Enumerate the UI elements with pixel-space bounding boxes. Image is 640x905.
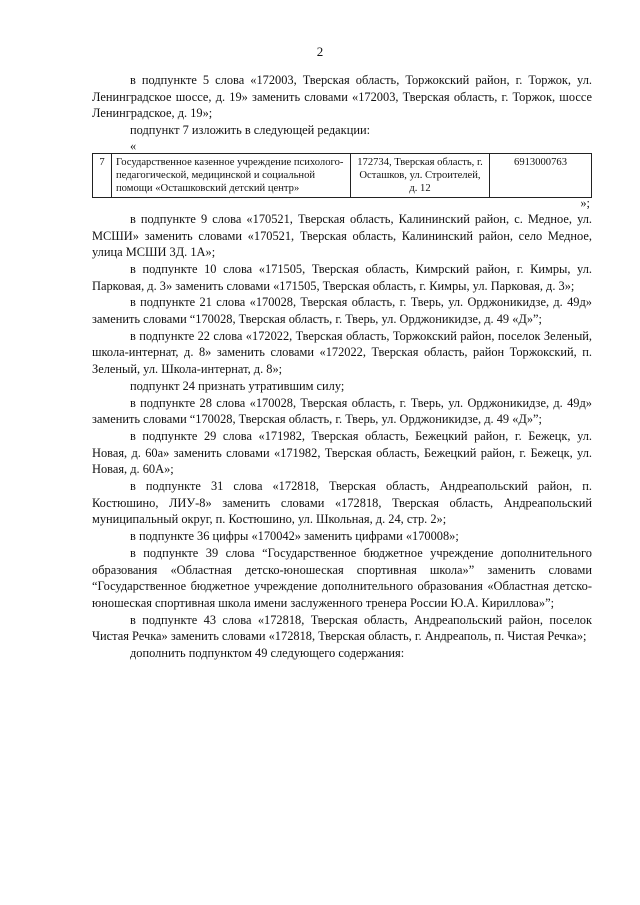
paragraph-subitem-10: в подпункте 10 слова «171505, Тверская область, Кимрский район, г. Кимры, ул. Парковая, д. 3» заменить словами «171505, Тверская область, г. Кимры, ул. Парковая, д. 3»; (92, 261, 592, 293)
paragraph-subitem-21: в подпункте 21 слова «170028, Тверская область, г. Тверь, ул. Орджоникидзе, д. 49д» заменить словами “170028, Тверская область, г. Тверь, ул. Орджоникидзе, д. 49 «Д»”; (92, 295, 592, 327)
paragraph-add-subitem-49: дополнить подпунктом 49 следующего содержания: (130, 646, 405, 661)
paragraph-subitem-39: в подпункте 39 слова “Государственное бюджетное учреждение дополнительного образования «Областная детско-юношеская спортивная школа»” заменить словами “Государственное бюджетное учреждение дополнительного образования «Областная детско-юношеская спортивная школа имени заслуженного тренера России Ю.А. Кириллова»”; (92, 545, 592, 610)
institution-address-cell: 172734, Тверская область, г. Осташков, ул. Строителей, д. 12 (351, 153, 490, 197)
table-row (93, 153, 592, 197)
paragraph-subitem-24: подпункт 24 признать утратившим силу; (130, 378, 345, 393)
paragraph-subitem-29: в подпункте 29 слова «171982, Тверская область, Бежецкий район, г. Бежецк, ул. Новая, д. 60а» заменить словами «171982, Тверская область, Бежецкий район, г. Бежецк, ул. Новая, д. 60А»; (92, 428, 592, 477)
institution-table (92, 153, 592, 198)
document-body (92, 72, 592, 662)
paragraph-subitem-43: в подпункте 43 слова «172818, Тверская область, Андреапольский район, поселок Чистая Речка» заменить словами «172818, Тверская область, г. Андреаполь, п. Чистая Речка»; (92, 612, 592, 644)
institution-name-cell: Государственное казенное учреждение психолого-педагогической, медицинской и социальной помощи «Осташковский детский центр» (112, 153, 351, 197)
paragraph-subitem-5: в подпункте 5 слова «172003, Тверская область, Торжокский район, г. Торжок, ул. Ленинградское шоссе, д. 19» заменить словами «172003, Тверская область, г. Торжок, шоссе Ленинградское, д. 19»; (92, 73, 592, 121)
paragraph-subitem-9: в подпункте 9 слова «170521, Тверская область, Калининский район, с. Медное, ул. МСШИ» заменить словами «170521, Тверская область, Калининский район, село Медное, улица МСШИ 3Д. 1А»; (92, 211, 592, 260)
paragraph-subitem-7-intro: подпункт 7 изложить в следующей редакции: (130, 123, 371, 138)
row-number-cell: 7 (93, 153, 112, 197)
institution-inn-cell: 6913000763 (490, 153, 592, 197)
paragraph-subitem-36: в подпункте 36 цифры «170042» заменить цифрами «170008»; (130, 529, 459, 544)
paragraph-subitem-28: в подпункте 28 слова «170028, Тверская область, г. Тверь, ул. Орджоникидзе, д. 49д» заменить словами “170028, Тверская область, г. Тверь, ул. Орджоникидзе, д. 49 «Д»”; (92, 395, 592, 427)
paragraph-subitem-22: в подпункте 22 слова «172022, Тверская область, Торжокский район, поселок Зеленый, школа-интернат, д. 8» заменить словами «172022, Тверская область, район Торжокский, п. Зеленый, ул. Школа-интернат, д. 8»; (92, 328, 592, 377)
quote-open-mark: « (130, 138, 137, 153)
paragraph-subitem-31: в подпункте 31 слова «172818, Тверская область, Андреапольский район, п. Костюшино, ЛИУ-8» заменить словами «172818, Тверская область, Андреапольский муниципальный округ, п. Костюшино, ул. Школьная, д. 24, стр. 2»; (92, 479, 592, 527)
quote-close-mark: »; (580, 195, 590, 210)
page-number: 2 (316, 44, 324, 59)
